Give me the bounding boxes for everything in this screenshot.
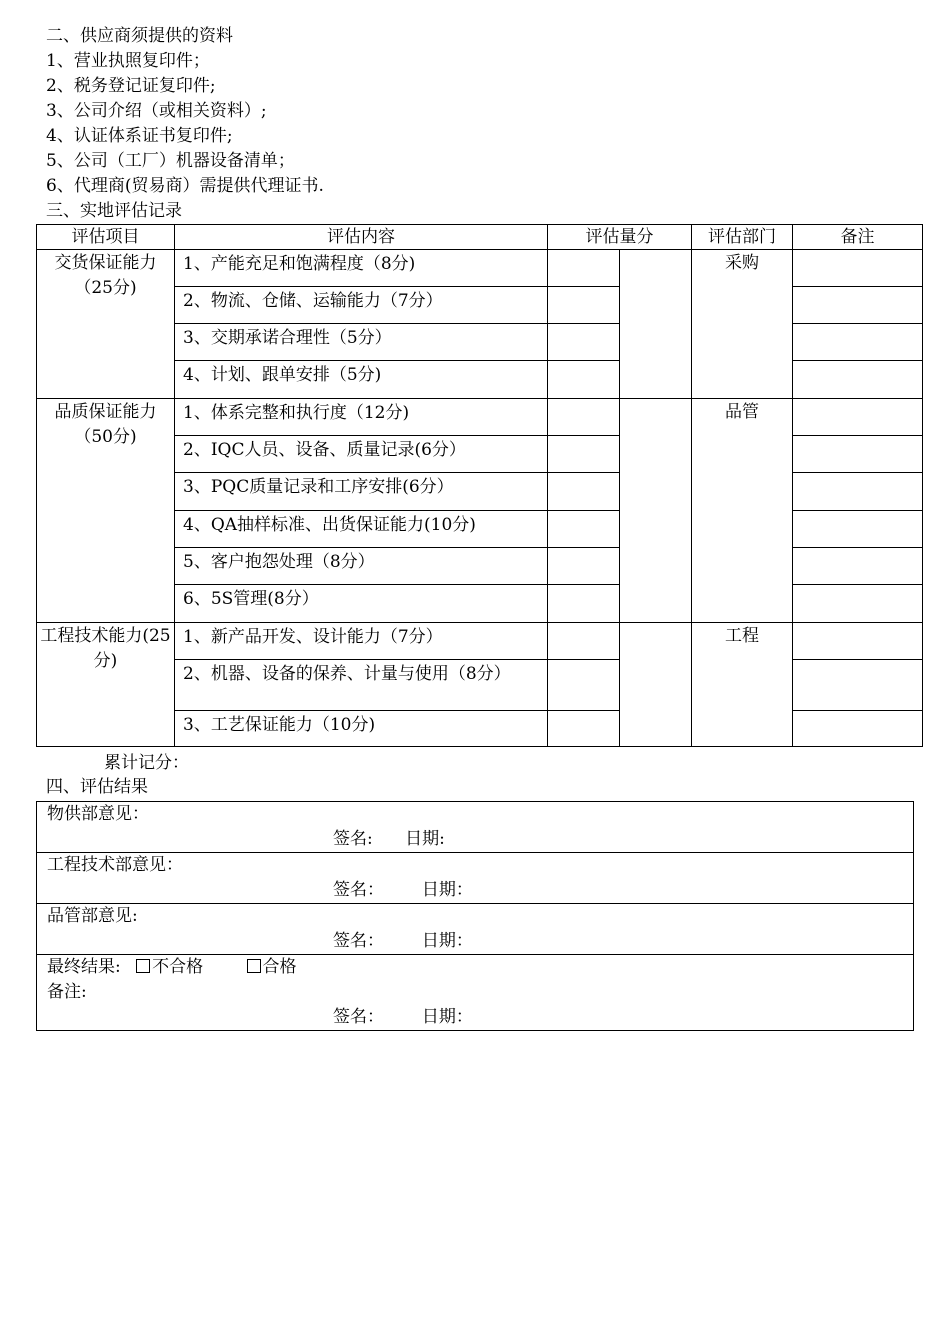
category-delivery: 交货保证能力（25分) — [37, 250, 175, 399]
score-subtotal-cell[interactable] — [620, 623, 692, 747]
section-2-title: 二、供应商须提供的资料 — [46, 26, 233, 46]
sign-label: 签名： — [333, 1007, 384, 1027]
score-subtotal-cell[interactable] — [620, 399, 692, 623]
total-score-label: 累计记分： — [104, 753, 189, 773]
header-eval-dept: 评估部门 — [692, 225, 793, 250]
doc-item: 6、代理商(贸易商）需提供代理证书. — [46, 176, 324, 196]
final-result — [37, 955, 914, 1031]
dept-purchasing: 采购 — [692, 250, 793, 399]
remark-cell[interactable] — [793, 399, 923, 436]
remark-cell[interactable] — [793, 711, 923, 747]
signature-line — [47, 827, 913, 852]
remark-cell[interactable] — [793, 585, 923, 623]
eval-item: 1、体系完整和执行度（12分) — [175, 399, 548, 436]
doc-item: 1、营业执照复印件； — [46, 51, 210, 71]
sign-label: 签名: — [333, 829, 373, 849]
doc-item: 3、公司介绍（或相关资料）; — [46, 101, 267, 121]
score-cell[interactable] — [548, 548, 620, 585]
checkbox-pass[interactable] — [247, 959, 261, 973]
section-3-title: 三、实地评估记录 — [46, 201, 182, 221]
checkbox-fail[interactable] — [136, 959, 150, 973]
remark-cell[interactable] — [793, 660, 923, 711]
sign-label: 签名： — [333, 880, 384, 900]
remark-cell[interactable] — [793, 623, 923, 660]
date-label: 日期: — [405, 829, 445, 849]
eval-item: 3、PQC质量记录和工序安排(6分） — [175, 473, 548, 511]
date-label: 日期： — [421, 1007, 473, 1027]
eval-item: 2、物流、仓储、运输能力（7分） — [175, 287, 548, 324]
signature-line — [47, 1005, 913, 1030]
sign-label: 签名： — [333, 931, 384, 951]
opinion-label: 物供部意见： — [47, 804, 149, 824]
eval-item: 4、QA抽样标准、出货保证能力(10分) — [175, 511, 548, 548]
header-eval-item: 评估项目 — [37, 225, 175, 250]
doc-item: 5、公司（工厂）机器设备清单； — [46, 151, 295, 171]
opinion-purchasing[interactable] — [37, 802, 914, 853]
eval-item: 1、新产品开发、设计能力（7分） — [175, 623, 548, 660]
signature-line — [47, 878, 913, 903]
category-engineering: 工程技术能力(25分) — [37, 623, 175, 747]
header-remark: 备注 — [793, 225, 923, 250]
eval-item: 3、工艺保证能力（10分) — [175, 711, 548, 747]
signature-line — [47, 929, 913, 954]
eval-item: 6、5S管理(8分） — [175, 585, 548, 623]
eval-item: 3、交期承诺合理性（5分） — [175, 324, 548, 361]
remark-cell[interactable] — [793, 361, 923, 399]
score-cell[interactable] — [548, 361, 620, 399]
option-fail-label: 不合格 — [152, 957, 204, 977]
result-table — [36, 801, 914, 1031]
final-result-line — [47, 955, 913, 980]
date-label: 日期： — [421, 880, 473, 900]
option-pass-label: 合格 — [262, 957, 297, 977]
remark-cell[interactable] — [793, 511, 923, 548]
opinion-label: 工程技术部意见： — [47, 855, 183, 875]
doc-item: 2、税务登记证复印件; — [46, 76, 216, 96]
score-cell[interactable] — [548, 511, 620, 548]
opinion-engineering[interactable] — [37, 853, 914, 904]
eval-item: 2、机器、设备的保养、计量与使用（8分） — [175, 660, 548, 711]
score-cell[interactable] — [548, 250, 620, 287]
remark-cell[interactable] — [793, 250, 923, 287]
remark-cell[interactable] — [793, 473, 923, 511]
score-cell[interactable] — [548, 436, 620, 473]
remark-cell[interactable] — [793, 548, 923, 585]
eval-item: 2、IQC人员、设备、质量记录(6分） — [175, 436, 548, 473]
score-cell[interactable] — [548, 399, 620, 436]
date-label: 日期： — [421, 931, 473, 951]
score-cell[interactable] — [548, 585, 620, 623]
score-cell[interactable] — [548, 324, 620, 361]
section-4-title: 四、评估结果 — [46, 777, 148, 797]
score-cell[interactable] — [548, 473, 620, 511]
score-cell[interactable] — [548, 660, 620, 711]
remark-label: 备注: — [47, 982, 87, 1002]
header-eval-content: 评估内容 — [175, 225, 548, 250]
remark-cell[interactable] — [793, 287, 923, 324]
evaluation-table — [36, 224, 923, 747]
score-subtotal-cell[interactable] — [620, 250, 692, 399]
remark-cell[interactable] — [793, 324, 923, 361]
dept-quality: 品管 — [692, 399, 793, 623]
opinion-label: 品管部意见: — [47, 906, 138, 926]
final-result-label: 最终结果: — [47, 957, 121, 977]
dept-engineering: 工程 — [692, 623, 793, 747]
doc-item: 4、认证体系证书复印件; — [46, 126, 233, 146]
eval-item: 4、计划、跟单安排（5分) — [175, 361, 548, 399]
header-eval-score: 评估量分 — [548, 225, 692, 250]
remark-cell[interactable] — [793, 436, 923, 473]
score-cell[interactable] — [548, 623, 620, 660]
score-cell[interactable] — [548, 711, 620, 747]
eval-item: 1、产能充足和饱满程度（8分) — [175, 250, 548, 287]
eval-item: 5、客户抱怨处理（8分） — [175, 548, 548, 585]
score-cell[interactable] — [548, 287, 620, 324]
opinion-quality[interactable] — [37, 904, 914, 955]
category-quality: 品质保证能力（50分) — [37, 399, 175, 623]
